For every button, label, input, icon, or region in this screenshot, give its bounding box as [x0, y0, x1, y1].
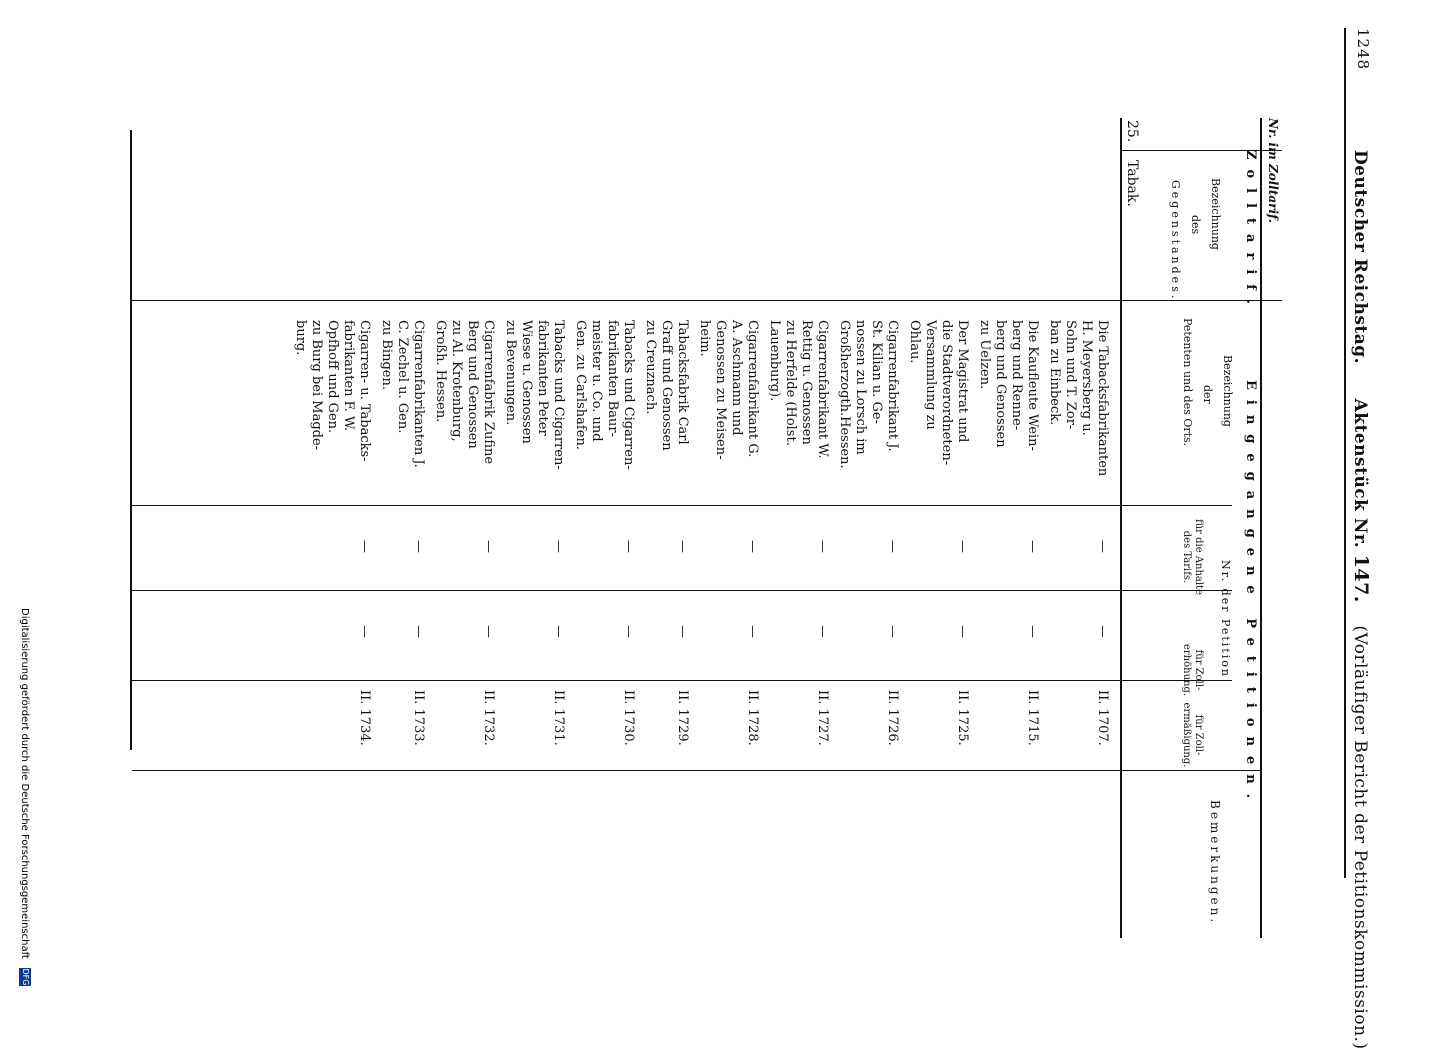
table-top-rule	[1260, 118, 1262, 938]
petition-ref: II. 1727.	[815, 690, 830, 746]
petition-ref: II. 1730.	[621, 690, 636, 746]
header-nr-der-petition: Nr. der Petition	[1219, 560, 1232, 678]
petition-col-erhoehung: —	[955, 625, 970, 638]
petition-entry: Cigarrenfabrikant J. St. Kilian u. Ge- nossen zu Lorsch im Großherzogth.Hessen.	[837, 320, 900, 469]
column-divider	[132, 505, 1232, 506]
petition-entry: Cigarren- u. Tabacks- fabrikanten F. W. Opfhoff und Gen. zu Burg bei Magde- burg.	[293, 320, 372, 462]
petition-entry: Cigarrenfabrik Zufine Berg und Genossen zu Al. Krotenburg, Großh. Hessen.	[433, 320, 496, 465]
header-col-zollerhoehung: für Zoll-erhöhung.	[1181, 643, 1204, 697]
petition-col-erhoehung: —	[481, 625, 496, 638]
petition-col-erhoehung: —	[815, 625, 830, 638]
column-divider	[132, 300, 1282, 301]
petition-col-erhoehung: —	[1095, 625, 1110, 638]
petition-col-anhalte: —	[745, 540, 760, 553]
header-col-anhalte: für die Anhalte des Tarifs.	[1181, 519, 1204, 595]
petition-col-anhalte: —	[675, 540, 690, 553]
header-bezeichnung-petenten: Bezeichnung	[1221, 355, 1234, 427]
header-bezeichnung-gegenstand: Bezeichnung	[1209, 178, 1222, 250]
report-subtitle: (Vorläufiger Bericht der Petitionskommission.)	[1350, 625, 1370, 1050]
petition-col-erhoehung: —	[411, 625, 426, 638]
petition-ref: II. 1728.	[745, 690, 760, 746]
petition-col-anhalte: —	[955, 540, 970, 553]
petition-ref: II. 1726.	[885, 690, 900, 746]
petition-col-anhalte: —	[411, 540, 426, 553]
table-bottom-rule	[130, 130, 132, 750]
petition-ref: II. 1734.	[357, 690, 372, 746]
petition-ref: II. 1725.	[955, 690, 970, 746]
header-bezeichnung-petenten: Petenten und des Orts.	[1181, 318, 1194, 447]
petition-entry: Tabacksfabrik Carl Graff und Genossen zu Creuznach.	[643, 320, 690, 451]
page-number: 1248	[1354, 28, 1372, 71]
petition-col-erhoehung: —	[1025, 625, 1040, 638]
petition-col-erhoehung: —	[675, 625, 690, 638]
petition-entry: Cigarrenfabrikant W. Rettig u. Genossen zu Herfelde (Holst. Lauenburg).	[767, 320, 830, 459]
petition-col-erhoehung: —	[745, 625, 760, 638]
petition-col-anhalte: —	[1025, 540, 1040, 553]
column-divider	[132, 590, 1232, 591]
tariff-item: Tabak.	[1124, 160, 1140, 207]
petition-entry: Der Magistrat und die Stadtverordneten- Versammlung zu Ohlau.	[907, 320, 970, 466]
petition-entry: Tabacks und Cigarren- fabrikanten Peter Wiese u. Genossen zu Bevenungen.	[503, 320, 566, 470]
column-divider	[1122, 150, 1282, 151]
header-bezeichnung-petenten: der	[1201, 385, 1214, 404]
column-divider	[132, 770, 1262, 771]
header-rule	[1344, 28, 1346, 878]
petition-entry: Die Kaufleute Wein- berg und Renne- berg und Genossen zu Uelzen.	[977, 320, 1040, 451]
petition-col-anhalte: —	[1095, 540, 1110, 553]
header-bemerkungen: Bemerkungen.	[1208, 800, 1222, 926]
petition-col-anhalte: —	[481, 540, 496, 553]
header-col-zollermaessigung: für Zoll-ermäßigung.	[1181, 702, 1204, 768]
header-bezeichnung-gegenstand: des	[1189, 215, 1202, 235]
petition-entry: Tabacks und Cigarren- fabrikanten Baur- meister u. Co. und Gen. zu Carlshafen.	[573, 320, 636, 470]
petition-col-anhalte: —	[551, 540, 566, 553]
header-nr-im-zolltarif: Nr. im Zolltarif.	[1266, 118, 1280, 223]
running-head	[1350, 150, 1372, 1050]
petition-col-anhalte: —	[621, 540, 636, 553]
header-zolltarif: Zolltarif.	[1243, 150, 1258, 314]
petition-entry: Cigarrenfabrikant G. A. Aschmann und Genossen zu Meisen- heim.	[697, 320, 760, 460]
petition-ref: II. 1733.	[411, 690, 426, 746]
tariff-number: 25.	[1124, 120, 1140, 143]
petition-col-anhalte: —	[815, 540, 830, 553]
column-divider	[132, 680, 1232, 681]
petition-ref: II. 1707.	[1095, 690, 1110, 746]
petition-ref: II. 1729.	[675, 690, 690, 746]
table-header-rule	[1120, 118, 1122, 938]
petition-col-erhoehung: —	[621, 625, 636, 638]
aktenstueck-label: Aktenstück Nr.	[1350, 398, 1370, 549]
header-eingegangene-petitionen: Eingegangene Petitionen.	[1243, 380, 1258, 809]
petition-col-erhoehung: —	[885, 625, 900, 638]
petition-col-erhoehung: —	[357, 625, 372, 638]
petition-ref: II. 1732.	[481, 690, 496, 746]
dfg-logo: DFG	[21, 968, 30, 986]
aktenstueck-number: 147.	[1350, 554, 1372, 603]
header-bezeichnung-gegenstand: Gegenstandes.	[1169, 180, 1182, 302]
digitization-note: Digitalisierung gefördert durch die Deutsche Forschungsgemeinschaft	[19, 608, 30, 959]
petition-entry: Die Tabacksfabrikanten H. Meyersberg u. Sohn und T. Zor- ban zu Einbeck.	[1047, 320, 1110, 477]
petition-col-erhoehung: —	[551, 625, 566, 638]
publication-title: Deutscher Reichstag.	[1350, 150, 1370, 365]
petition-entry: Cigarrenfabrikanten J. C. Zechel u. Gen. zu Bingen.	[379, 320, 426, 468]
petition-col-anhalte: —	[885, 540, 900, 553]
petition-ref: II. 1715.	[1025, 690, 1040, 746]
petition-col-anhalte: —	[357, 540, 372, 553]
petition-ref: II. 1731.	[551, 690, 566, 746]
